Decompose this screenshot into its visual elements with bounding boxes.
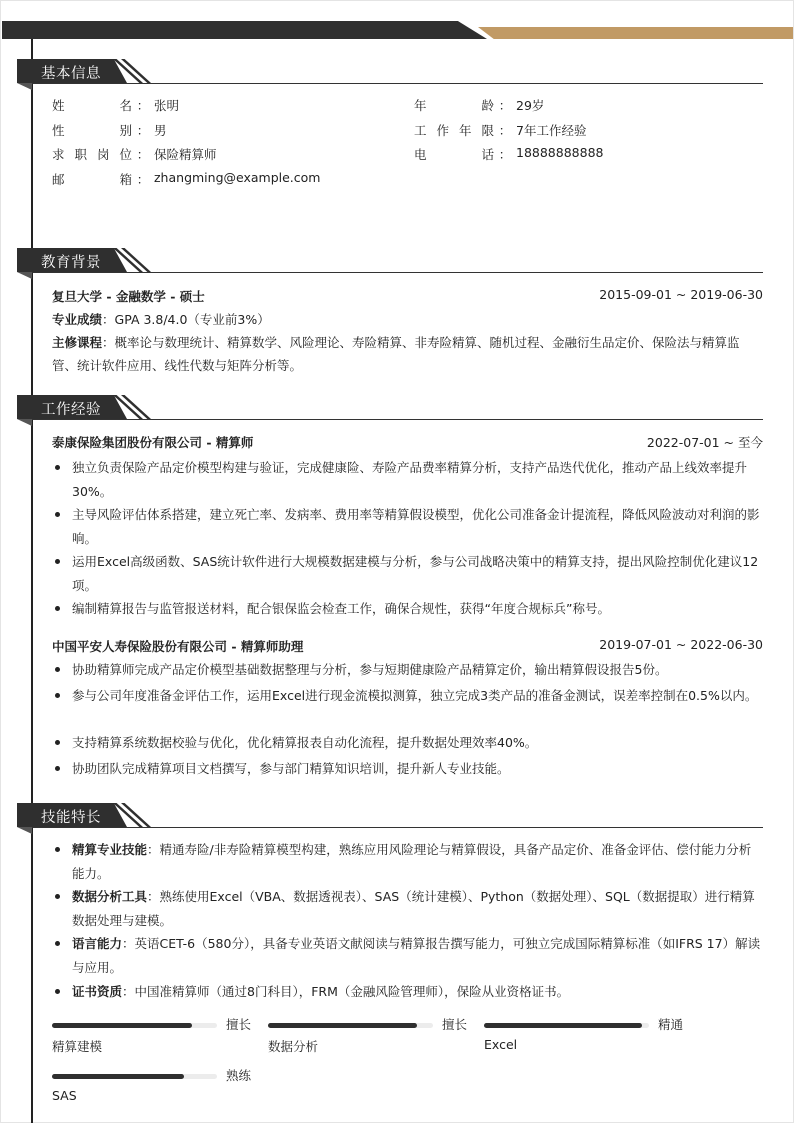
bullet-dot-icon: [55, 847, 60, 852]
job-bullet: 编制精算报告与监管报送材料，配合银保监会检查工作，确保合规性，获得“年度合规标兵”称号。: [52, 597, 763, 621]
bullet-dot-icon: [55, 941, 60, 946]
bullet-dot-icon: [55, 559, 60, 564]
education-gpa: 专业成绩：GPA 3.8/4.0（专业前3%）: [52, 312, 270, 327]
bullet-dot-icon: [55, 989, 60, 994]
job-dates: 2022-07-01 ~ 至今: [646, 435, 763, 450]
header-bar-gold: [478, 27, 793, 39]
job-bullet: 独立负责保险产品定价模型构建与验证，完成健康险、寿险产品费率精算分析，支持产品迭代优化，推动产品上线效率提升30%。: [52, 456, 763, 504]
skill-bullet: 证书资质：中国准精算师（通过8门科目），FRM（金融风险管理师），保险从业资格证书。: [52, 980, 763, 1004]
skill-fill: [268, 1023, 417, 1028]
job-header: [52, 637, 763, 655]
skill-bullet: 语言能力：英语CET-6（580分），具备专业英语文献阅读与精算报告撰写能力，可独立完成国际精算标准（如IFRS 17）解读与应用。: [52, 932, 763, 980]
section-rule: [32, 83, 763, 84]
section-header-work: [17, 395, 763, 421]
bullet-dot-icon: [55, 667, 60, 672]
education-header: [52, 287, 763, 305]
bullet-dot-icon: [55, 606, 60, 611]
skill-track: [52, 1074, 217, 1079]
section-header-basic-info: [17, 59, 763, 85]
skill-bar-sas: 熟练 SAS: [52, 1068, 252, 1103]
info-gender: 性别 ： 男: [52, 123, 167, 138]
header-bar-dark: [2, 21, 487, 39]
job-bullet: 支持精算系统数据校验与优化，优化精算报表自动化流程，提升数据处理效率40%。: [52, 731, 763, 755]
education-title: 复旦大学 - 金融数学 - 硕士: [52, 289, 205, 304]
skill-bar-excel: 精通 Excel: [484, 1017, 684, 1052]
job-bullet: 参与公司年度准备金评估工作，运用Excel进行现金流模拟测算，独立完成3类产品的准备金测试，误差率控制在0.5%以内。: [52, 684, 763, 708]
education-courses: 主修课程：概率论与数理统计、精算数学、风险理论、寿险精算、非寿险精算、随机过程、金融衍生品定价、保险法与精算监管、统计软件应用、线性代数与矩阵分析等。: [52, 335, 740, 373]
bullet-dot-icon: [55, 512, 60, 517]
job-company: 泰康保险集团股份有限公司: [52, 435, 203, 450]
skill-track: [52, 1023, 217, 1028]
info-age: 年龄 ： 29岁: [414, 98, 545, 113]
skill-track: [484, 1023, 649, 1028]
section-title: 技能特长: [41, 810, 101, 826]
skill-fill: [52, 1023, 192, 1028]
skill-fill: [484, 1023, 642, 1028]
job-header: [52, 433, 763, 451]
section-rule: [32, 419, 763, 420]
skill-fill: [52, 1074, 184, 1079]
info-phone: 电话 ： 18888888888: [414, 145, 604, 162]
job-company: 中国平安人寿保险股份有限公司: [52, 639, 228, 654]
section-title: 工作经验: [41, 402, 101, 418]
section-rule: [32, 272, 763, 273]
job-role: - 精算师助理: [227, 639, 304, 654]
job-dates: 2019-07-01 ~ 2022-06-30: [599, 637, 763, 652]
bullet-dot-icon: [55, 894, 60, 899]
skill-bar-data-analysis: 擅长 数据分析: [268, 1017, 468, 1054]
section-header-education: [17, 248, 763, 274]
info-email: 邮箱 ： zhangming@example.com: [52, 170, 321, 187]
bullet-dot-icon: [55, 740, 60, 745]
bullet-dot-icon: [55, 693, 60, 698]
skill-bullet: 精算专业技能：精通寿险/非寿险精算模型构建，熟练应用风险理论与精算假设，具备产品定价、准备金评估、偿付能力分析能力。: [52, 838, 763, 886]
job-bullet: 协助精算师完成产品定价模型基础数据整理与分析，参与短期健康险产品精算定价，输出精算假设报告5份。: [52, 658, 763, 682]
info-position: 求职岗位 ： 保险精算师: [52, 147, 217, 162]
info-years: 工作年限 ： 7年工作经验: [414, 123, 587, 138]
section-title: 基本信息: [41, 66, 101, 82]
job-bullet: 协助团队完成精算项目文档撰写，参与部门精算知识培训，提升新人专业技能。: [52, 757, 763, 781]
bullet-dot-icon: [55, 766, 60, 771]
info-name: 姓名 ： 张明: [52, 98, 180, 113]
left-vertical-rule: [31, 39, 33, 1123]
skill-bullet: 数据分析工具：熟练使用Excel（VBA、数据透视表）、SAS（统计建模）、Python（数据处理）、SQL（数据提取）进行精算数据处理与建模。: [52, 885, 763, 933]
bullet-dot-icon: [55, 465, 60, 470]
section-title: 教育背景: [41, 255, 101, 271]
skill-track: [268, 1023, 433, 1028]
section-header-skills: [17, 803, 763, 829]
education-dates: 2015-09-01 ~ 2019-06-30: [599, 287, 763, 302]
job-role: - 精算师: [202, 435, 254, 450]
section-rule: [32, 827, 763, 828]
job-bullet: 主导风险评估体系搭建，建立死亡率、发病率、费用率等精算假设模型，优化公司准备金计提流程，降低风险波动对利润的影响。: [52, 503, 763, 551]
skill-bar-actuarial-modeling: 擅长 精算建模: [52, 1017, 252, 1054]
job-bullet: 运用Excel高级函数、SAS统计软件进行大规模数据建模与分析，参与公司战略决策中的精算支持，提出风险控制优化建议12项。: [52, 550, 763, 598]
